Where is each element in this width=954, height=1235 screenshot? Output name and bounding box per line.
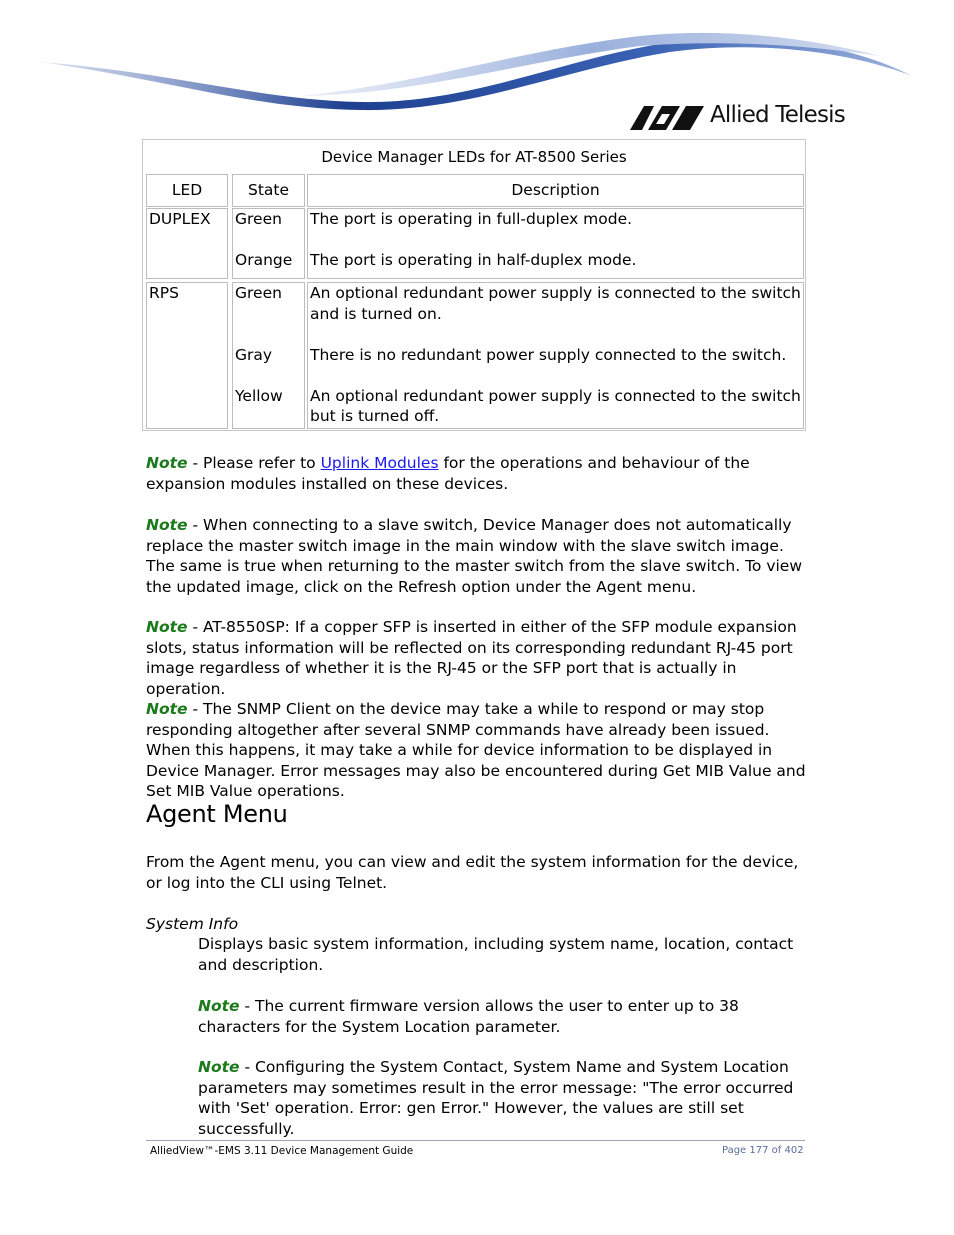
led-table [142,139,806,431]
note-set-error: Note - Configuring the System Contact, System Name and System Location parameters may sometimes result in the error message: "The error occurred with 'Set' operation. Error: gen Error." However, the values are still set successfully. [198,1058,794,1138]
note-firmware-location: Note - The current firmware version allows the user to enter up to 38 characters for the System Location parameter. [198,997,739,1036]
table-row-duplex-state: Green Orange [232,208,305,279]
table-row-duplex-led: DUPLEX [146,208,228,279]
allied-telesis-logo [630,100,870,134]
table-caption: Device Manager LEDs for AT-8500 Series [321,148,627,166]
note-uplink-modules: Note - Please refer to Uplink Modules for the operations and behaviour of the expansion modules installed on these devices. [146,454,750,493]
footer-divider [146,1140,805,1141]
logo-text: Allied Telesis [710,102,845,128]
header-state: State [232,174,305,207]
note-snmp-client: Note - The SNMP Client on the device may take a while to respond or may stop responding altogether after several SNMP commands have already been issued. When this happens, it may take a while for device information to be displayed in Device Manager. Error messages may also be encountered during Get MIB Value and Set MIB Value operations. [146,700,806,800]
subheading-system-info: System Info [146,915,239,933]
uplink-modules-link[interactable]: Uplink Modules [320,454,439,472]
note-slave-switch: Note - When connecting to a slave switch, Device Manager does not automatically replace the master switch image in the main window with the slave switch image. The same is true when returning to the master switch from the slave switch. To view the updated image, click on the Refresh option under the Agent menu. [146,516,803,596]
section-heading: Agent Menu [146,800,288,828]
header-led: LED [146,174,228,207]
page-number: Page 177 of 402 [722,1145,804,1156]
table-row-rps-state: Green Gray Yellow [232,282,305,429]
table-row-rps-led: RPS [146,282,228,429]
note-copper-sfp: Note - AT-8550SP: If a copper SFP is inserted in either of the SFP module expansion slots, status information will be reflected on its corresponding redundant RJ-45 port image regardless of whether it is the RJ-45 or the SFP port that is actually in operation. [146,618,797,698]
section-intro: From the Agent menu, you can view and edit the system information for the device, or log into the CLI using Telnet. [146,853,799,892]
table-row-duplex-description: The port is operating in full-duplex mode. The port is operating in half-duplex mode. [307,208,804,279]
header-description: Description [307,174,804,207]
table-row-rps-description: An optional redundant power supply is connected to the switch and is turned on. There is no redundant power supply connected to the switch. An optional redundant power supply is connected to the switch but is turned off. [307,282,804,429]
logo-mark-icon [630,104,706,134]
footer-title: AlliedView™-EMS 3.11 Device Management Guide [150,1145,414,1157]
system-info-description: Displays basic system information, including system name, location, contact and description. [198,935,794,974]
